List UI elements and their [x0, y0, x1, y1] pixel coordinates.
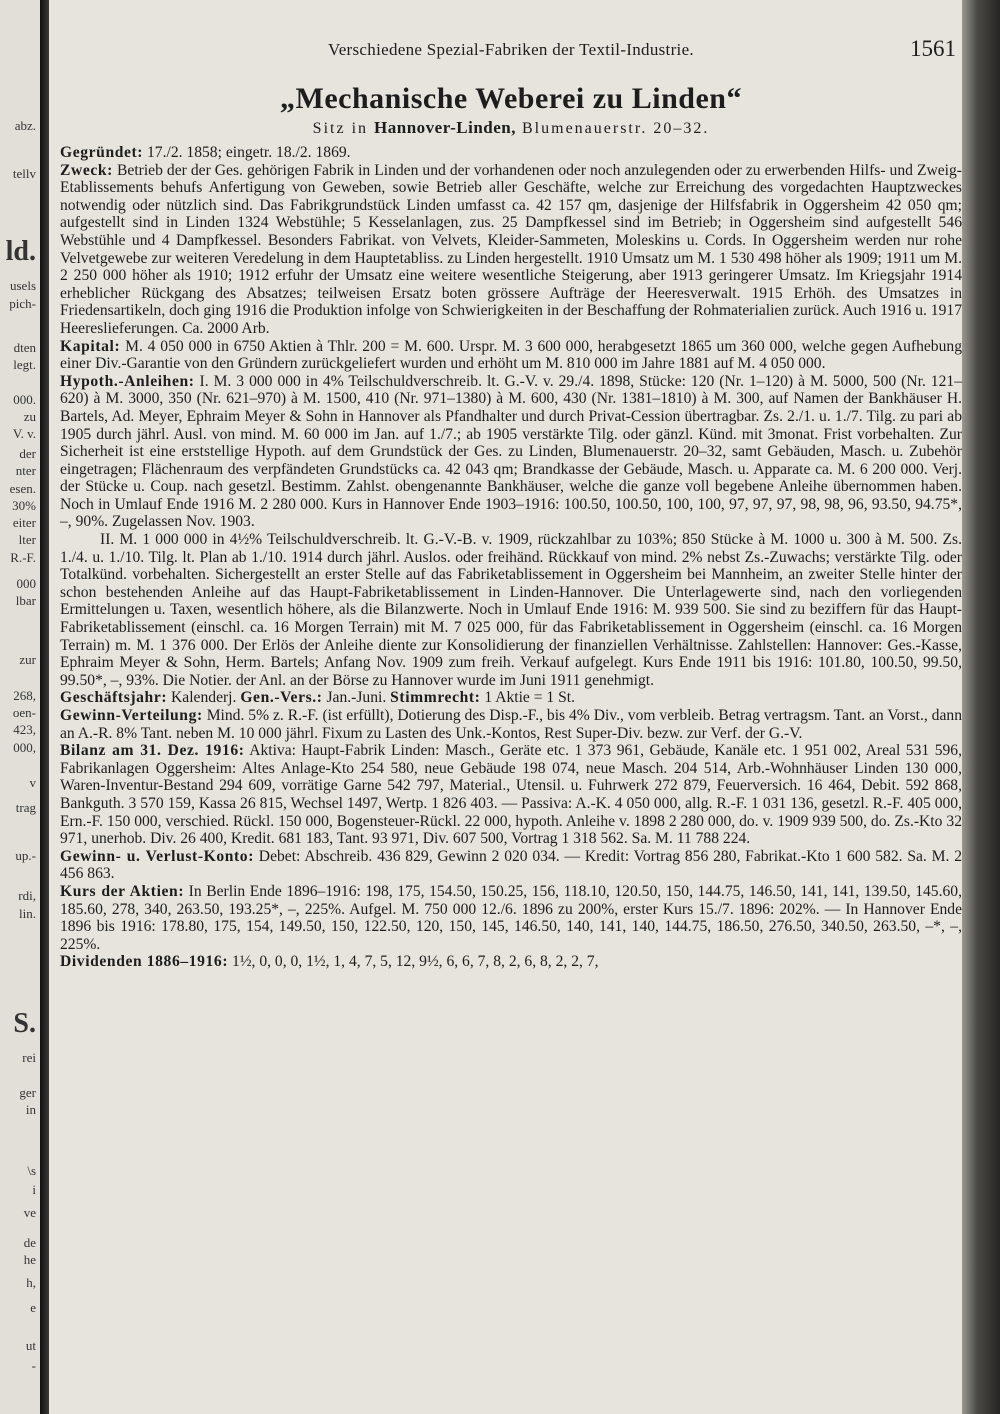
- page-edge-shadow: [962, 0, 1000, 1414]
- margin-fragment: lbar: [15, 593, 36, 608]
- article-section: [60, 742, 962, 848]
- company-seat: [60, 118, 962, 138]
- margin-fragment: de: [23, 1235, 36, 1250]
- book-gutter: [40, 0, 49, 1414]
- section-label: Kurs der Aktien:: [60, 882, 185, 900]
- article-section: [60, 883, 962, 953]
- margin-fragment: tellv: [12, 166, 36, 181]
- margin-fragment: lter: [18, 532, 36, 547]
- running-head-title: Verschiedene Spezial-Fabriken der Textil-Industrie.: [328, 40, 694, 59]
- section-label: Bilanz am 31. Dez. 1916:: [60, 742, 245, 760]
- section-text: 17./2. 1858; eingetr. 18./2. 1869.: [143, 144, 351, 161]
- article-section: [60, 689, 962, 707]
- margin-fragment: nter: [15, 463, 36, 478]
- margin-fragment: 423,: [13, 722, 36, 737]
- section-label: Hypoth.-Anleihen:: [60, 372, 195, 390]
- margin-fragment: der: [19, 446, 36, 461]
- margin-fragment: esen.: [9, 481, 36, 496]
- margin-fragment: eiter: [12, 515, 36, 530]
- article-section: [60, 144, 962, 162]
- section-text: Mind. 5% z. R.-F. (ist erfüllt), Dotierung des Disp.-F., bis 4% Div., vom verbleib. Betrag vertragsm. Tant. an Vorst., dann an A.-R. 8% Tant. neben M. 10 000 jährl. Fixum zu Lasten des Unk.-Kontos, Rest Super-Div. bezw. zur Verf. der G.-V.: [60, 707, 962, 742]
- margin-fragment: 30%: [12, 498, 36, 513]
- section-label: Gegründet:: [60, 144, 144, 161]
- adjacent-page-fragment: [0, 0, 40, 1414]
- article-section: [60, 338, 962, 373]
- section-text: Kalenderj.: [167, 689, 241, 707]
- margin-fragment: \s: [27, 1163, 36, 1178]
- company-title: „Mechanische Weberei zu Linden“: [280, 82, 742, 115]
- section-label: Kapital:: [60, 337, 121, 355]
- article-section: [60, 848, 962, 883]
- margin-fragment: S.: [13, 1008, 36, 1039]
- section-label: Geschäftsjahr:: [60, 689, 168, 707]
- margin-fragment: usels: [10, 278, 36, 293]
- section-text: Betrieb der der Ges. gehörigen Fabrik in Linden und der vorhandenen oder noch anzulegenden oder zu erwerbenden Hilfs- und Zweig-Etablissements behufs Anfertigung von Geweben, sowie Betrieb aller Geschäfte, welche zur Erreichung des vorgedachten Hauptzweckes notwendig oder nützlich sind. Das Fabrikgrundstück Linden umfasst ca. 42 157 qm, dasjenige der Hilfsfabrik in Oggersheim 42 050 qm; aufgestellt sind in Linden 1324 Webstühle; 5 Kesselanlagen, zus. 25 Dampfkessel sind im Betrieb; in Oggersheim sind aufgestellt 546 Webstühle und 4 Dampfkessel. Besonders Fabrikat. von Velvets, Kleider-Sammeten, Moleskins u. Cords. In Oggersheim werden nur rohe Velvetgewebe zur weiteren Veredelung in dem Hauptetabliss. zu Linden hergestellt. 1910 Umsatz um M. 1 530 498 höher als 1909; 1911 um M. 2 250 000 höher als 1910; 1912 erfuhr der Umsatz eine weitere wesentliche Steigerung, aber 1913 geringerer Umsatz. Im Kriegsjahr 1914 erheblicher Rückgang des Absatzes; teilweisen Ersatz boten grössere Aufträge der Heeresverwalt. 1915 Erhöh. des Umsatzes in Friedensartikeln, doch ging 1916 die Produktion infolge von Schwierigkeiten in der Beschaffung der Rohmaterialien zurück. Auch 1916 u. 1917 Heereslieferungen. Ca. 2000 Arb.: [60, 161, 962, 337]
- margin-fragment: dten: [13, 340, 36, 355]
- seat-prefix: Sitz in: [312, 120, 375, 137]
- section-text: Aktiva: Haupt-Fabrik Linden: Masch., Geräte etc. 1 373 961, Gebäude, Kanäle etc. 1 951 002, Areal 531 596, Fabrikanlagen Oggersheim: Altes Anlage-Kto 254 580, neue Gebäude 198 074, neue Masch. 204 514, Arb.-Wohnhäuser Linden 130 000, Waren-Inventur-Bestand 294 609, vorrätige Garne 542 797, Material., Utensil. u. Fuhrwerk 272 879, Feuerversich. 16 464, Debit. 592 868, Bankguth. 3 570 159, Kassa 26 815, Wechsel 1497, Wertp. 1 826 403. — Passiva: A.-K. 4 050 000, allg. R.-F. 1 031 136, gesetzl. R.-F. 405 000, Ern.-F. 150 000, verschied. Rückl. 150 000, Bogensteuer-Rückl. 22 000, hypoth. Anleihe v. 1898 2 280 000, do. v. 1909 939 500, do. Zs.-Kto 32 971, unerhob. Div. 26 400, Kredit. 681 183, Tant. 93 971, Div. 607 500, Vortrag 1 318 562. Sa. M. 11 788 224.: [60, 742, 962, 848]
- margin-fragment: h,: [26, 1275, 36, 1290]
- margin-fragment: i: [32, 1182, 36, 1197]
- article-section: [60, 162, 962, 338]
- section-text: II. M. 1 000 000 in 4½% Teilschuldverschreib. lt. G.-V.-B. v. 1909, rückzahlbar zu 103%; 850 Stücke à M. 1000 u. 300 à M. 500. Zs. 1./4. u. 1./10. Tilg. lt. Plan ab 1./10. 1914 durch jährl. Auslos. oder freihänd. Rückkauf von mind. 2% nebst Zs.-Zuwachs; verstärkte Tilg. oder Totalkünd. vorbehalten. Sichergestellt an erster Stelle auf das Fabriketablissement in Oggersheim bei Mannheim, an zweiter Stelle hinter der schon bestehenden Anleihe auf das Haupt-Fabriketablissement in Linden-Hannover. Die Unterlagewerte sind, nach den vorliegenden Ermittelungen u. Taxen, wesentlich höhere, als die Bilanzwerte. Noch in Umlauf Ende 1916: M. 939 500. Sie sind zu beziffern für das Haupt-Fabriketablissement (einschl. ca. 16 Morgen Terrain) mit M. 7 025 000, für das Fabriketablissement in Oggersheim (einschl. ca. 16 Morgen Terrain) m. M. 1 376 000. Der Erlös der Anleihe diente zur Konsolidierung der finanziellen Verhältnisse. Zahlstellen: Hannover: Ges.-Kasse, Ephraim Meyer & Sohn, Herm. Bartels; Anfang Nov. 1909 zum freih. Verkauf aufgelegt. Kurs Ende 1911 bis 1916: 101.80, 100.50, 99.50, 99.50*, –, 93%. Die Notier. der Anl. an der Börse zu Hannover wurde im Juni 1911 genehmigt.: [60, 531, 962, 689]
- margin-fragment: up.-: [15, 848, 36, 863]
- section-text: 1 Aktie = 1 St.: [480, 689, 576, 707]
- margin-fragment: abz.: [14, 118, 36, 133]
- margin-fragment: zu: [23, 409, 36, 424]
- margin-fragment: 000,: [13, 740, 36, 755]
- article-section: [60, 373, 962, 531]
- margin-fragment: ve: [23, 1205, 36, 1220]
- section-label: Gewinn- u. Verlust-Konto:: [60, 847, 254, 865]
- section-label: Stimmrecht:: [390, 689, 481, 707]
- document-page: [60, 30, 962, 1400]
- margin-fragment: pich-: [9, 296, 36, 311]
- margin-fragment: V. v.: [12, 426, 36, 441]
- section-text: Debet: Abschreib. 436 829, Gewinn 2 020 034. — Kredit: Vortrag 856 280, Fabrikat.-Kto 1 600 582. Sa. M. 2 456 863.: [60, 847, 962, 883]
- section-text: M. 4 050 000 in 6750 Aktien à Thlr. 200 = M. 600. Urspr. M. 3 600 000, herabgesetzt 1865 um 360 000, welche gegen Aufhebung einer Div.-Garantie von den Gründern zurückgeliefert wurden und erhöht um M. 810 000 im Jahre 1881 auf M. 4 050 000.: [60, 337, 962, 373]
- section-text: 1½, 0, 0, 0, 1½, 1, 4, 7, 5, 12, 9½, 6, 6, 7, 8, 2, 6, 8, 2, 2, 7,: [228, 953, 599, 971]
- section-text: In Berlin Ende 1896–1916: 198, 175, 154.50, 150.25, 156, 118.10, 120.50, 150, 144.75, 146.50, 141, 141, 139.50, 145.60, 185.60, 278, 340, 263.50, 193.25*, –, 225%. Aufgel. M. 750 000 12./6. 1896 zu 200%, erster Kurs 15./7. 1896: 202%. — In Hannover Ende 1896 bis 1916: 178.80, 175, 154, 149.50, 150, 122.50, 120, 150, 145, 146.50, 140, 141, 140, 144.75, 186.50, 276.50, 340.50, 263.50, –*, –, 225%.: [60, 882, 962, 953]
- section-label: Gen.-Vers.:: [240, 689, 323, 707]
- margin-fragment: rei: [22, 1050, 36, 1065]
- section-label: Zweck:: [60, 161, 113, 179]
- article-body: [60, 144, 962, 971]
- section-label: Dividenden 1886–1916:: [60, 953, 229, 971]
- article-section: [60, 531, 962, 689]
- margin-fragment: -: [31, 1358, 36, 1373]
- margin-fragment: lin.: [19, 906, 36, 921]
- margin-fragment: zur: [19, 652, 36, 667]
- margin-fragment: ld.: [5, 236, 36, 267]
- margin-fragment: oen-: [12, 705, 36, 720]
- margin-fragment: R.-F.: [10, 550, 36, 565]
- seat-address: Blumenauerstr. 20–32.: [516, 120, 710, 137]
- seat-city: Hannover-Linden,: [374, 118, 516, 137]
- margin-fragment: e: [30, 1300, 36, 1315]
- margin-fragment: ut: [25, 1338, 36, 1353]
- margin-fragment: legt.: [13, 357, 36, 372]
- section-label: Gewinn-Verteilung:: [60, 707, 203, 724]
- margin-fragment: rdi,: [18, 888, 36, 903]
- margin-fragment: 000.: [13, 392, 36, 407]
- margin-fragment: in: [25, 1102, 36, 1117]
- article-section: [60, 707, 962, 742]
- page-number: 1561: [910, 36, 956, 61]
- running-head: [60, 30, 962, 70]
- margin-fragment: he: [23, 1252, 36, 1267]
- section-text: Jan.-Juni.: [322, 689, 391, 707]
- margin-fragment: v: [29, 775, 36, 790]
- margin-fragment: ger: [19, 1085, 36, 1100]
- article-section: [60, 953, 962, 971]
- margin-fragment: trag: [15, 800, 36, 815]
- section-text: I. M. 3 000 000 in 4% Teilschuldverschreib. lt. G.-V. v. 29./4. 1898, Stücke: 120 (Nr. 1–120) à M. 5000, 500 (Nr. 121–620) à M. 3000, 350 (Nr. 621–970) à M. 1500, 410 (Nr. 971–1380) à M. 600, 430 (Nr. 1381–1810) à M. 300, auf Namen der Bankhäuser H. Bartels, Ad. Meyer, Ephraim Meyer & Sohn in Hannover als Pfandhalter und durch Privat-Cession übertragbar. Zs. 2./1. u. 1./7. Tilg. zu pari ab 1905 durch jährl. Ausl. von mind. M. 60 000 im Jan. auf 1./7.; ab 1905 verstärkte Tilg. oder gänzl. Künd. mit 3monat. Frist vorbehalten. Zur Sicherheit ist eine erststellige Hypoth. auf dem Grundstück der Ges. zu Linden, Blumenauerstr. 20–32, samt Gebäuden, Masch. u. Zubehör eingetragen; Flächenraum des verpfändeten Grundstücks ca. 42 043 qm; Brandkasse der Gebäude, Masch. u. Apparate ca. M. 6 200 000. Verj. der Stücke u. Coup. nach gesetzl. Bestimm. Zahlst. obengenannte Bankhäuser, welche die ganze voll begebene Anleihe übernommen haben. Noch in Umlauf Ende 1916 M. 2 280 000. Kurs in Hannover Ende 1903–1916: 100.50, 100.50, 100, 100, 97, 97, 97, 98, 98, 96, 93.50, 94.75*, –, 90%. Zugelassen Nov. 1903.: [60, 372, 962, 531]
- margin-fragment: 268,: [13, 688, 36, 703]
- margin-fragment: 000: [16, 576, 36, 591]
